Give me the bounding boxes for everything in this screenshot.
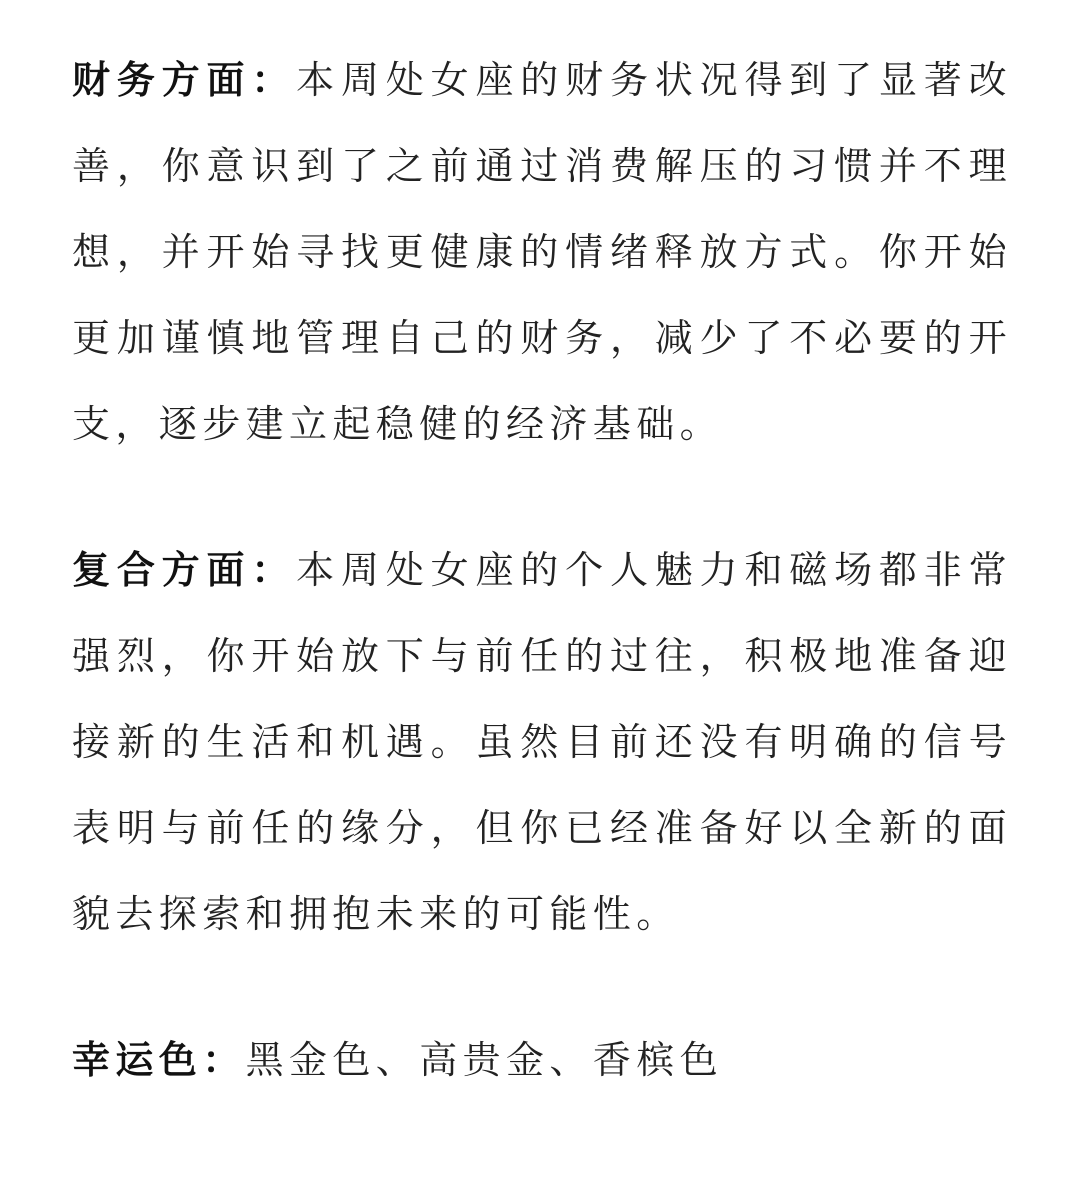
lucky-color-label: 幸运色： <box>72 1038 246 1082</box>
horoscope-article <box>72 37 1012 1163</box>
lucky-color-paragraph <box>72 1017 1012 1103</box>
finance-label: 财务方面： <box>72 58 297 102</box>
finance-paragraph <box>72 37 1012 467</box>
reunion-label: 复合方面： <box>72 548 297 592</box>
lucky-color-text: 黑金色、高贵金、香槟色 <box>245 1038 724 1082</box>
reunion-text: 本周处女座的个人魅力和磁场都非常强烈，你开始放下与前任的过往，积极地准备迎接新的生活和机遇。虽然目前还没有明确的信号表明与前任的缘分，但你已经准备好以全新的面貌去探索和拥抱未来的可能性。 <box>72 548 1012 936</box>
finance-text: 本周处女座的财务状况得到了显著改善，你意识到了之前通过消费解压的习惯并不理想，并开始寻找更健康的情绪释放方式。你开始更加谨慎地管理自己的财务，减少了不必要的开支，逐步建立起稳健的经济基础。 <box>72 58 1012 446</box>
reunion-paragraph <box>72 527 1012 957</box>
